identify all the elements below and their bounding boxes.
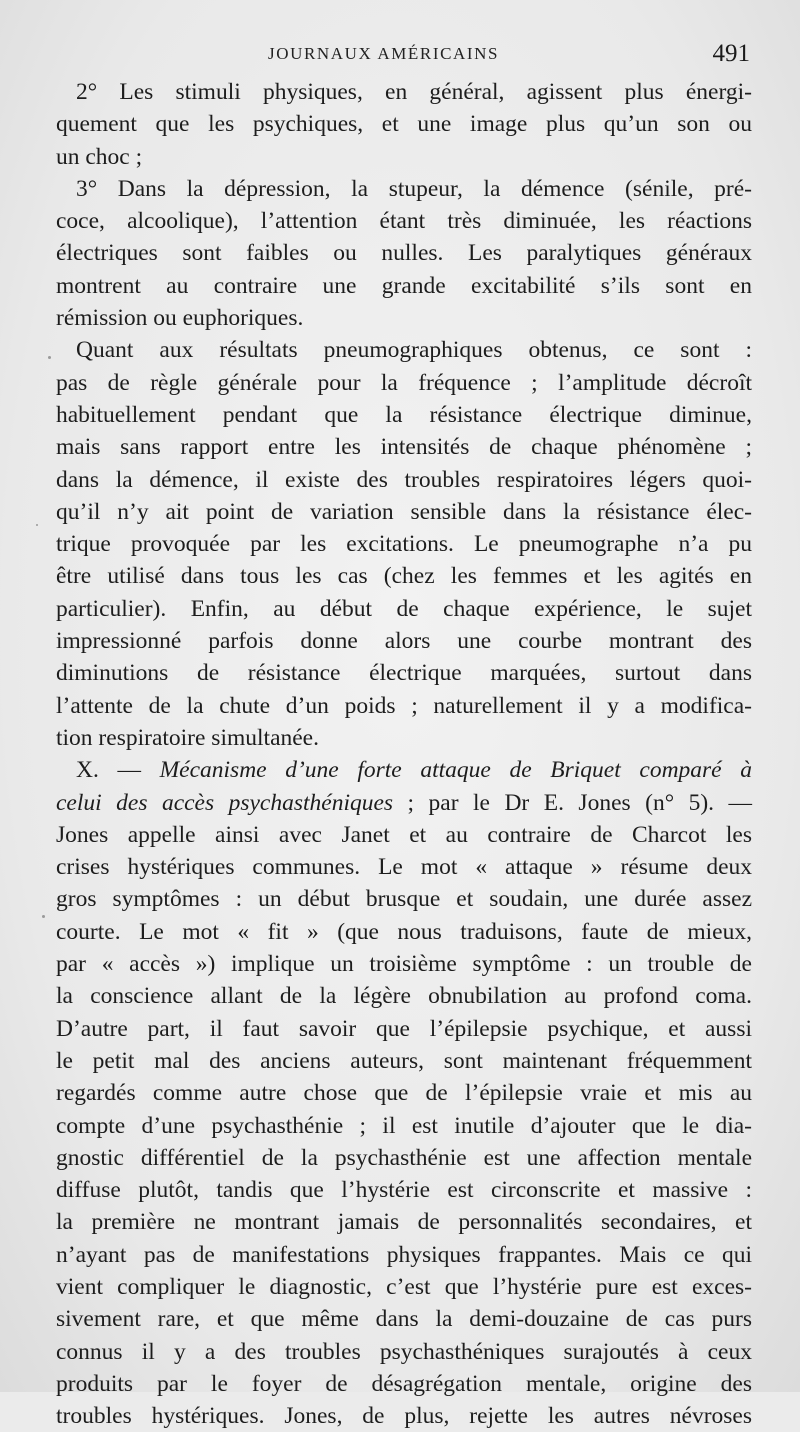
text-line [56,754,752,786]
text-line: l’attente de la chute d’un poids ; naturellement il y a modifica- [56,692,752,719]
text-line: un choc ; [56,143,143,170]
text-line: qu’il n’y ait point de variation sensible dans la résistance élec- [56,498,752,525]
body-text [56,76,752,1432]
text-line: n’ayant pas de manifestations physiques frappantes. Mais ce qui [56,1241,752,1268]
text-line: habituellement pendant que la résistance électrique diminue, [56,401,752,428]
text-line: électriques sont faibles ou nulles. Les paralytiques généraux [56,240,752,267]
text-line: tion respiratoire simultanée. [56,724,319,751]
page-header [0,40,800,74]
running-title: JOURNAUX AMÉRICAINS [268,44,500,63]
text-line: diminutions de résistance électrique marquées, surtout dans [56,660,752,687]
text-line: courte. Le mot « fit » (que nous traduisons, faute de mieux, [56,918,752,945]
text-line: vient compliquer le diagnostic, c’est que l’hystérie pure est exces- [56,1273,752,1300]
text-line: troubles hystériques. Jones, de plus, rejette les autres névroses [56,1403,752,1430]
text-line: la conscience allant de la légère obnubilation au profond coma. [56,983,752,1010]
italic-segment: celui des accès psychasthéniques [56,789,394,816]
text-line: D’autre part, il faut savoir que l’épilepsie psychique, et aussi [56,1015,752,1042]
text-line: diffuse plutôt, tandis que l’hystérie est circonscrite et massive : [56,1177,752,1204]
text-line: rémission ou euphoriques. [56,305,304,332]
text-line: coce, alcoolique), l’attention étant très diminuée, les réactions [56,208,752,235]
text-line: dans la démence, il existe des troubles respiratoires légers quoi- [56,466,752,493]
text-line: mais sans rapport entre les intensités de chaque phénomène ; [56,434,752,461]
text-segment: X. — [76,757,160,784]
text-line: Quant aux résultats pneumographiques obtenus, ce sont : [76,337,752,364]
print-speck [36,524,38,526]
text-line: montrent au contraire une grande excitabilité s’ils sont en [56,272,752,299]
text-line: 3° Dans la dépression, la stupeur, la démence (sénile, pré- [76,175,752,202]
text-line: trique provoquée par les excitations. Le pneumographe n’a pu [56,531,752,558]
print-speck [42,915,45,918]
text-line: impressionné parfois donne alors une courbe montrant des [56,628,752,655]
italic-segment: Mécanisme d’une forte attaque de Briquet comparé à [159,757,752,784]
text-line: le petit mal des anciens auteurs, sont maintenant fréquemment [56,1047,752,1074]
text-line: regardés comme autre chose que de l’épilepsie vraie et mis au [56,1080,752,1107]
text-line: la première ne montrant jamais de personnalités secondaires, et [56,1209,752,1236]
text-line: pas de règle générale pour la fréquence ; l’amplitude décroît [56,369,752,396]
text-line: 2° Les stimuli physiques, en général, agissent plus énergi- [76,79,752,105]
print-speck [48,356,51,359]
page-number: 491 [712,40,750,67]
text-line: connus il y a des troubles psychasthéniques surajoutés à ceux [56,1338,752,1365]
text-line: particulier). Enfin, au début de chaque expérience, le sujet [56,595,752,622]
text-line: Jones appelle ainsi avec Janet et au contraire de Charcot les [56,821,752,848]
text-line: être utilisé dans tous les cas (chez les femmes et les agités en [56,563,752,590]
text-line: sivement rare, et que même dans la demi-douzaine de cas purs [56,1306,752,1333]
text-line: crises hystériques communes. Le mot « attaque » résume deux [56,854,752,881]
text-line [56,787,752,819]
text-line: gnostic différentiel de la psychasthénie est une affection mentale [56,1144,752,1171]
text-line: produits par le foyer de désagrégation mentale, origine des [56,1370,752,1397]
text-segment: ; par le Dr E. Jones (n° 5). — [393,789,752,816]
text-line: quement que les psychiques, et une image plus qu’un son ou [56,111,752,138]
text-line: par « accès ») implique un troisième symptôme : un trouble de [56,951,752,978]
text-line: compte d’une psychasthénie ; il est inutile d’ajouter que le dia- [56,1112,752,1139]
text-line: gros symptômes : un début brusque et soudain, une durée assez [56,886,752,913]
